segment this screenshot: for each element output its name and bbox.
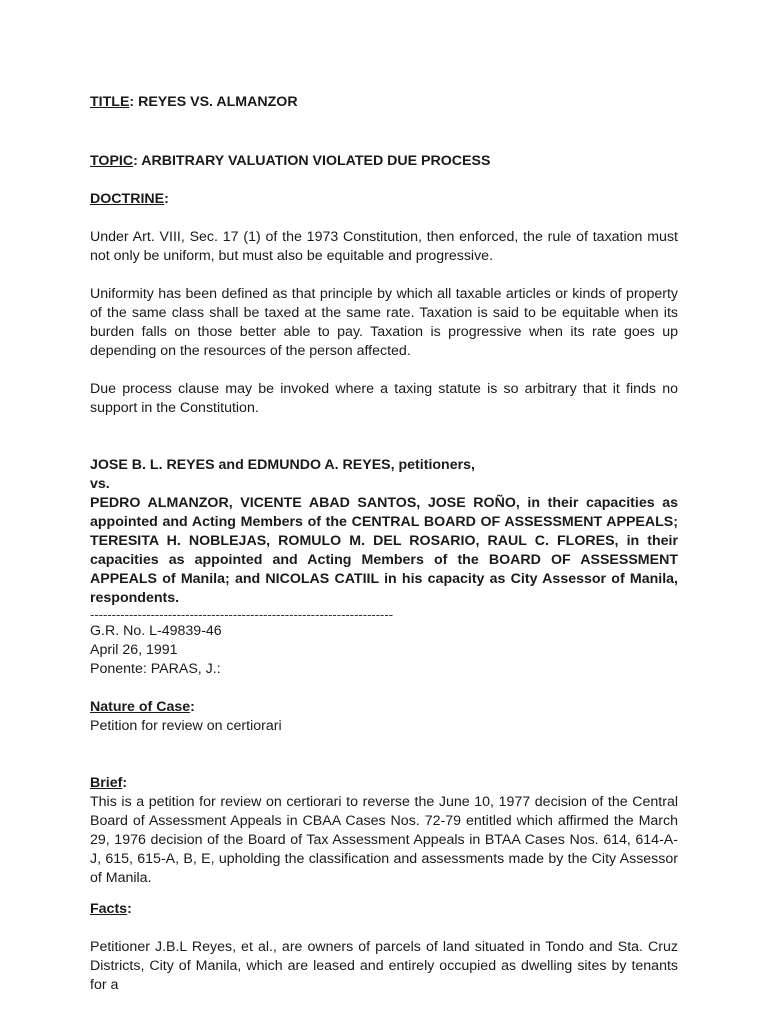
nature-text: Petition for review on certiorari xyxy=(90,718,282,734)
nature-heading xyxy=(90,698,678,717)
ponente: Ponente: PARAS, J.: xyxy=(90,661,221,677)
case-title xyxy=(90,93,678,112)
nature-label: Nature of Case xyxy=(90,699,191,715)
doctrine-paragraph-1: Under Art. VIII, Sec. 17 (1) of the 1973 Constitution, then enforced, the rule of taxation must not only be uniform, but must also be equitable and progressive. xyxy=(90,229,678,264)
topic-value: ARBITRARY VALUATION VIOLATED DUE PROCESS xyxy=(141,153,491,169)
facts-label: Facts xyxy=(90,901,128,917)
facts-heading xyxy=(90,900,678,919)
facts-text: Petitioner J.B.L Reyes, et al., are owners of parcels of land situated in Tondo and Sta. Cruz Districts, City of Manila, which are leased and entirely occupied as dwelling sites by tenants for a xyxy=(90,939,678,993)
brief-text: This is a petition for review on certiorari to reverse the June 10, 1977 decision of the Central Board of Assessment Appeals in CBAA Cases Nos. 72-79 entitled which affirmed the March 29, 1976 decision of the Board of Tax Assessment Appeals in BTAA Cases Nos. 614, 614-A-J, 615, 615-A, B, E, upholding the classification and assessments made by the City Assessor of Manila. xyxy=(90,794,678,886)
doctrine-paragraph-3: Due process clause may be invoked where a taxing statute is so arbitrary that it finds no support in the Constitution. xyxy=(90,381,678,416)
title-value: REYES VS. ALMANZOR xyxy=(138,94,298,110)
versus-line: vs. xyxy=(90,476,110,492)
title-sep: : xyxy=(129,94,139,110)
separator-line: ---------------------------------------------------------------------- xyxy=(90,608,394,622)
petitioners-line: JOSE B. L. REYES and EDMUNDO A. REYES, petitioners, xyxy=(90,457,475,473)
case-info xyxy=(90,622,678,679)
facts-sep: : xyxy=(127,901,132,917)
gr-number: G.R. No. L-49839-46 xyxy=(90,623,222,639)
case-topic xyxy=(90,152,678,171)
respondents-text: PEDRO ALMANZOR, VICENTE ABAD SANTOS, JOSE ROÑO, in their capacities as appointed and Acting Members of the CENTRAL BOARD OF ASSESSMENT APPEALS; TERESITA H. NOBLEJAS, ROMULO M. DEL ROSARIO, RAUL C. FLORES, in their capacities as appointed and Acting Members of the BOARD OF ASSESSMENT APPEALS of Manila; and NICOLAS CATIIL in his capacity as City Assessor of Manila, respondents. xyxy=(90,495,678,606)
brief-sep: : xyxy=(122,775,128,791)
topic-label: TOPIC xyxy=(90,153,134,169)
doctrine-paragraph-2: Uniformity has been defined as that principle by which all taxable articles or kinds of property of the same class shall be taxed at the same rate. Taxation is said to be equitable when its burden falls on those better able to pay. Taxation is progressive when its rate goes up depending on the resources of the person affected. xyxy=(90,286,678,359)
doctrine-sep: : xyxy=(164,191,169,207)
doctrine-heading xyxy=(90,190,678,209)
parties-block xyxy=(90,456,678,608)
title-label: TITLE xyxy=(90,94,130,110)
decision-date: April 26, 1991 xyxy=(90,642,178,658)
brief-label: Brief xyxy=(90,775,123,791)
brief-heading xyxy=(90,774,678,793)
topic-sep: : xyxy=(133,153,142,169)
doctrine-label: DOCTRINE xyxy=(90,191,165,207)
nature-sep: : xyxy=(190,699,195,715)
